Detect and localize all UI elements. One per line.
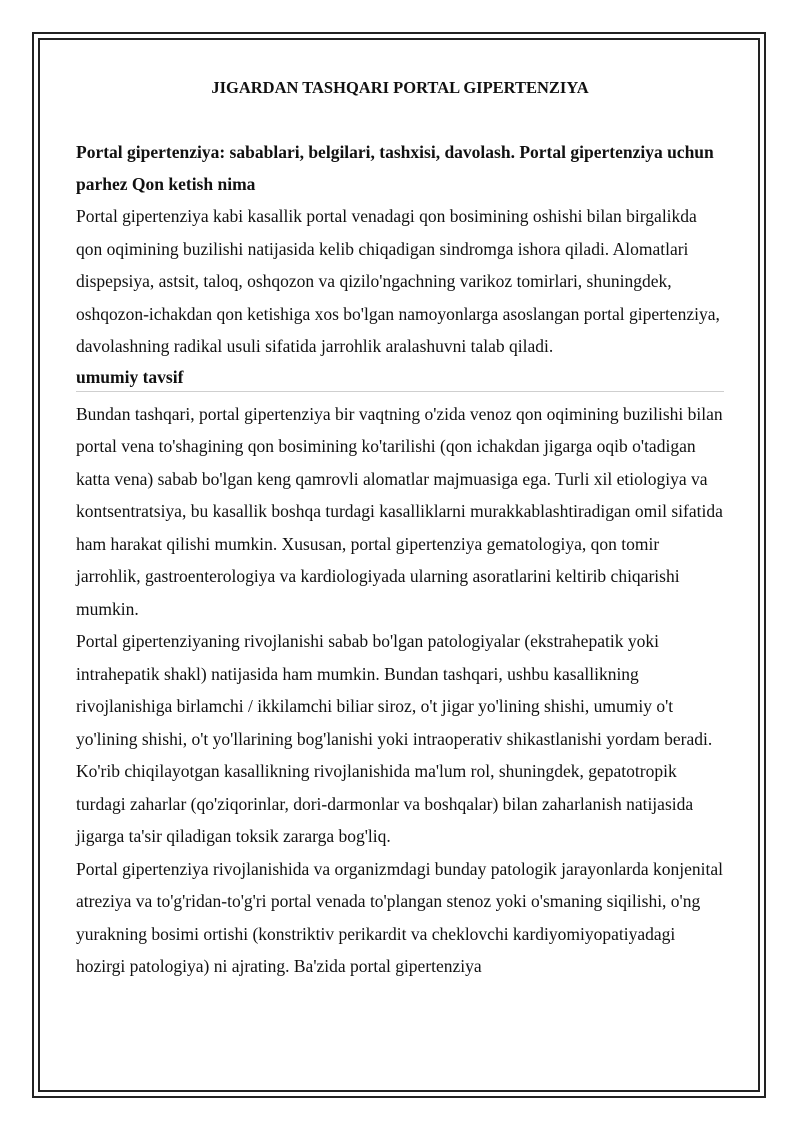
document-body — [76, 72, 724, 983]
section-heading: umumiy tavsif — [76, 366, 184, 387]
article-heading: Portal gipertenziya: sabablari, belgilari, tashxisi, davolash. Portal gipertenziya uchun parhez Qon ketish nima — [76, 142, 714, 194]
document-title: JIGARDAN TASHQARI PORTAL GIPERTENZIYA — [211, 78, 589, 97]
body-paragraph-1: Bundan tashqari, portal gipertenziya bir vaqtning o'zida venoz qon oqimining buzilishi bilan portal vena to'shagining qon bosimining ko'tarilishi (qon ichakdan jigarga oqib o'tadigan katta vena) sabab bo'lgan keng qamrovli alomatlar majmuasiga ega. Turli xil etiologiya va kontsentratsiya, bu kasallik boshqa turdagi kasalliklarni murakkablashtiradigan omil sifatida ham harakat qilishi mumkin. Xususan, portal gipertenziya gematologiya, qon tomir jarrohlik, gastroenterologiya va kardiologiyada ularning asoratlarini keltirib chiqarishi mumkin. — [76, 403, 723, 619]
body-paragraph-3: Portal gipertenziya rivojlanishida va organizmdagi bunday patologik jarayonlarda konjenital atreziya va to'g'ridan-to'g'ri portal venada to'plangan stenoz yoki o'smaning siqilishi, o'ng yurakning bosimi ortishi (konstriktiv perikardit va cheklovchi kardiyomiyopatiyadagi hozirgi patologiya) ni ajrating. Ba'zida portal gipertenziya — [76, 858, 723, 976]
body-paragraph-2: Portal gipertenziyaning rivojlanishi sabab bo'lgan patologiyalar (ekstrahepatik yoki intrahepatik shakl) natijasida ham mumkin. Bundan tashqari, ushbu kasallikning rivojlanishiga birlamchi / ikkilamchi biliar siroz, o't jigar yo'lining shishi, umumiy o't yo'lining shishi, o't yo'llarining bog'lanishi yoki intraoperativ shikastlanishi yordam beradi. Ko'rib chiqilayotgan kasallikning rivojlanishida ma'lum rol, shuningdek, gepatotropik turdagi zaharlar (qo'ziqorinlar, dori-darmonlar va boshqalar) bilan zaharlanish natijasida jigarga ta'sir qiladigan toksik zararga bog'liq. — [76, 631, 713, 846]
intro-paragraph: Portal gipertenziya kabi kasallik portal venadagi qon bosimining oshishi bilan birgalikda qon oqimining buzilishi natijasida kelib chiqadigan sindromga ishora qiladi. Alomatlari dispepsiya, astsit, taloq, oshqozon va qizilo'ngachning varikoz tomirlari, shuningdek, oshqozon-ichakdan qon ketishiga xos bo'lgan namoyonlarga asoslangan portal gipertenziya, davolashning radikal usuli sifatida jarrohlik aralashuvni talab qiladi. — [76, 206, 720, 356]
section-divider — [76, 391, 724, 392]
